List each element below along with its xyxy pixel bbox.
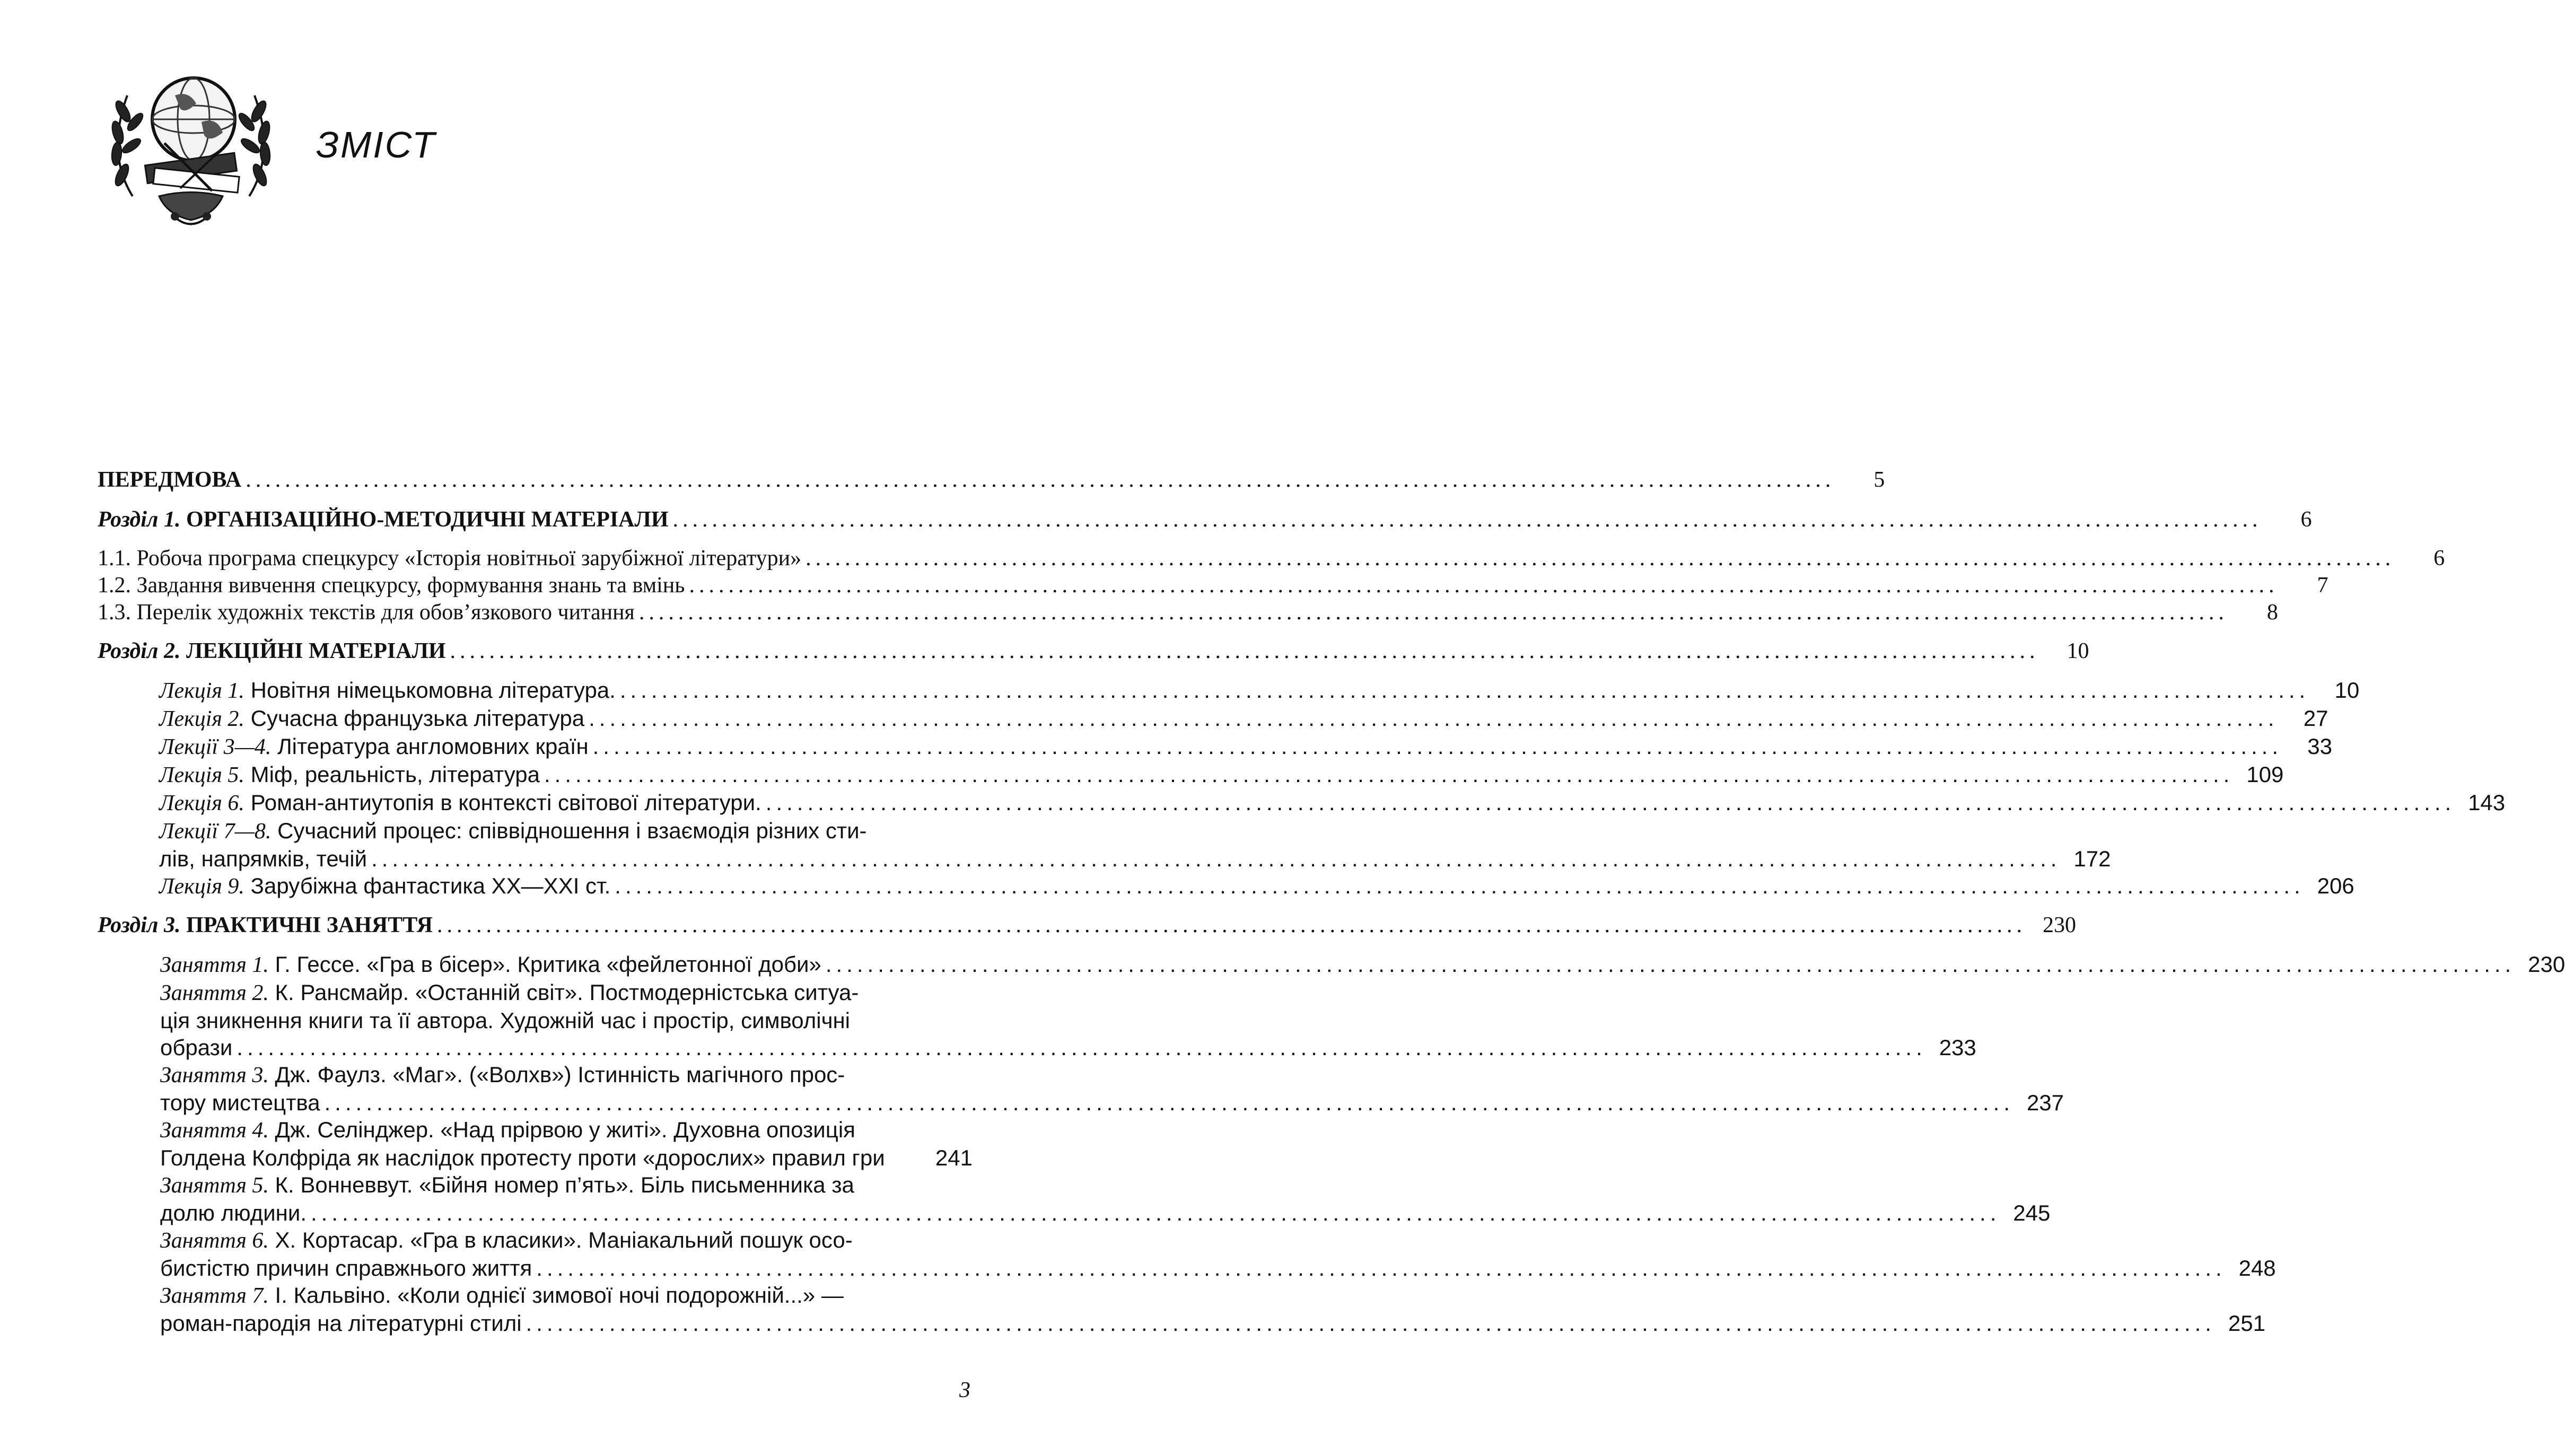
toc-page-number: 143 (2468, 790, 2506, 815)
toc-page-number: 6 (2300, 507, 2312, 532)
toc-item-label: 1.3. Перелік художніх текстів для обов’язкового читання (98, 600, 635, 625)
leader-dots: .................................................................................................................................................................. (246, 468, 1835, 492)
leader-dots: .................................................................................................................................................................. (589, 706, 2279, 731)
toc-page-number: 5 (1874, 468, 1885, 492)
toc-item-1-2[interactable] (98, 572, 2328, 599)
leader-dots: .................................................................................................................................................................. (689, 573, 2279, 598)
class-title-line-1: Дж. Фаулз. «Маг». («Волхв») Істинність магічного прос- (275, 1062, 845, 1087)
toc-page-number: 233 (1939, 1035, 1976, 1060)
toc-page-number: 245 (2013, 1200, 2051, 1225)
toc-page-number: 248 (2238, 1256, 2276, 1280)
toc-page-number: 172 (2073, 846, 2111, 871)
class-title-line-2: тору мистецтва (160, 1090, 320, 1115)
class-prefix: Заняття 2. (160, 981, 269, 1005)
class-title-line-2: роман-пародія на літературні стилі (160, 1311, 522, 1336)
toc-chapter-1[interactable] (98, 506, 2312, 533)
toc-class-6[interactable] (160, 1226, 2276, 1282)
class-title-line-3: образи (160, 1035, 233, 1060)
toc-page-number: 33 (2307, 734, 2333, 759)
class-prefix: Заняття 3. (160, 1063, 269, 1087)
toc-lecture-7-8[interactable] (159, 817, 2111, 872)
toc-lecture-5[interactable] (159, 761, 2284, 789)
chapter-prefix: Розділ 2. (98, 639, 181, 663)
leader-dots: .................................................................................................................................................................. (311, 1200, 2001, 1225)
class-title-line-1: Х. Кортасар. «Гра в класики». Маніакальний пошук осо- (275, 1227, 853, 1252)
toc-page-number: 27 (2303, 706, 2328, 731)
leader-dots: .................................................................................................................................................................. (437, 913, 2026, 937)
leader-dots: .................................................................................................................................................................. (619, 678, 2310, 703)
lecture-title: Сучасна французька література (250, 706, 585, 731)
class-title-line-1: К. Рансмайр. «Останній світ». Постмодерністська ситуа- (275, 980, 859, 1005)
class-title-line-1: К. Вонневвут. «Бійня номер п’ять». Біль письменника за (275, 1172, 854, 1197)
lecture-prefix: Лекція 9. (159, 874, 244, 899)
page-title: ЗМІСТ (316, 124, 436, 165)
leader-dots: .................................................................................................................................................................. (526, 1311, 2216, 1336)
lecture-title: Міф, реальність, література (250, 762, 540, 787)
leader-dots: .................................................................................................................................................................. (825, 952, 2516, 977)
toc-class-7[interactable] (160, 1282, 2265, 1337)
toc-page-number: 237 (2026, 1090, 2064, 1115)
leader-dots: .................................................................................................................................................................. (592, 734, 2283, 759)
lecture-title: Новітня німецькомовна література. (250, 678, 616, 703)
toc-intro-title: ПЕРЕДМОВА (98, 468, 242, 492)
toc-page-number: 230 (2043, 913, 2076, 937)
chapter-title: ЛЕКЦІЙНІ МАТЕРІАЛИ (186, 639, 446, 663)
toc-lecture-3-4[interactable] (159, 733, 2333, 761)
leader-dots: .................................................................................................................................................................. (672, 507, 2262, 532)
class-title-line-2: ція зникнення книги та її автора. Художній час і простір, символічні (160, 1008, 850, 1033)
class-title-line-2: долю людини. (160, 1200, 307, 1225)
lecture-prefix: Лекція 5. (159, 763, 244, 787)
toc-page-number: 251 (2228, 1311, 2265, 1336)
class-prefix: Заняття 7. (160, 1284, 269, 1308)
lecture-title-line-1: Сучасний процес: співвідношення і взаємодія різних сти- (277, 818, 867, 843)
lecture-prefix: Лекції 3—4. (159, 735, 272, 759)
toc-chapter-3[interactable] (98, 912, 2076, 939)
leader-dots: .................................................................................................................................................................. (237, 1035, 1927, 1060)
toc-lecture-1[interactable] (159, 677, 2360, 705)
class-title-line-1: Дж. Селінджер. «Над прірвою у житі». Духовна опозиція (275, 1117, 855, 1142)
toc-page-number: 109 (2246, 762, 2284, 787)
lecture-title: Роман-антиутопія в контексті світової літератури. (250, 790, 761, 815)
leader-dots: .................................................................................................................................................................. (324, 1090, 2015, 1115)
lecture-title: Зарубіжна фантастика XX—XXI ст. (250, 873, 611, 898)
lecture-title: Література англомовних країн (277, 734, 589, 759)
toc-class-5[interactable] (160, 1171, 2051, 1226)
toc-class-3[interactable] (160, 1061, 2064, 1116)
leader-dots: .................................................................................................................................................................. (450, 639, 2039, 663)
toc-class-1[interactable] (160, 951, 2565, 979)
toc-entry-intro[interactable] (98, 467, 1885, 494)
chapter-title: ОРГАНІЗАЦІЙНО-МЕТОДИЧНІ МАТЕРІАЛИ (186, 507, 669, 532)
page-number: 3 (959, 1378, 970, 1402)
leader-dots: .................................................................................................................................................................. (615, 873, 2305, 898)
toc-page-number: 8 (2266, 600, 2278, 625)
leader-dots: .................................................................................................................................................................. (638, 600, 2228, 625)
toc-chapter-2[interactable] (98, 638, 2089, 665)
globe-books-laurel-emblem (95, 64, 286, 233)
chapter-prefix: Розділ 1. (98, 507, 181, 532)
class-title-line-2: Голдена Колфріда як наслідок протесту проти «дорослих» правил гри (160, 1145, 885, 1170)
toc-lecture-2[interactable] (159, 705, 2328, 733)
toc-page-number: 241 (935, 1145, 973, 1170)
lecture-prefix: Лекції 7—8. (159, 819, 272, 844)
toc-page-number: 10 (2334, 678, 2360, 703)
toc-page-number: 206 (2317, 873, 2354, 898)
class-prefix: Заняття 5. (160, 1173, 269, 1198)
class-prefix: Заняття 1. (160, 953, 269, 977)
toc-item-1-1[interactable] (98, 545, 2445, 572)
leader-dots: .................................................................................................................................................................. (544, 762, 2234, 787)
leader-dots: .................................................................................................................................................................. (371, 846, 2061, 871)
class-prefix: Заняття 6. (160, 1229, 269, 1253)
lecture-prefix: Лекція 6. (159, 791, 244, 815)
chapter-prefix: Розділ 3. (98, 913, 181, 937)
toc-lecture-6[interactable] (159, 789, 2506, 817)
class-title-line-1: І. Кальвіно. «Коли однієї зимової ночі подорожній...» — (275, 1283, 844, 1308)
lecture-prefix: Лекція 1. (159, 679, 244, 703)
toc-page-number: 6 (2433, 546, 2445, 571)
chapter-title: ПРАКТИЧНІ ЗАНЯТТЯ (186, 913, 433, 937)
leader-dots: .................................................................................................................................................................. (765, 790, 2456, 815)
leader-dots: .................................................................................................................................................................. (536, 1256, 2226, 1280)
toc-page-number: 230 (2528, 952, 2565, 977)
toc-item-label: 1.1. Робоча програма спецкурсу «Історія новітньої зарубіжної літератури» (98, 546, 802, 571)
table-of-contents (98, 467, 2565, 1337)
toc-class-2[interactable] (160, 979, 1976, 1061)
toc-page-number: 7 (2317, 573, 2328, 598)
toc-item-label: 1.2. Завдання вивчення спецкурсу, формування знань та вмінь (98, 573, 685, 598)
toc-class-4[interactable] (160, 1116, 973, 1171)
toc-lecture-9[interactable] (159, 872, 2354, 900)
class-prefix: Заняття 4. (160, 1118, 269, 1143)
class-title: Г. Гессе. «Гра в бісер». Критика «фейлетонної доби» (275, 952, 821, 977)
lecture-prefix: Лекція 2. (159, 707, 244, 731)
lecture-title-line-2: лів, напрямків, течій (159, 846, 367, 871)
leader-dots: .................................................................................................................................................................. (806, 546, 2395, 571)
toc-page-number: 10 (2067, 639, 2089, 663)
toc-item-1-3[interactable] (98, 599, 2278, 626)
class-title-line-2: бистістю причин справжнього життя (160, 1256, 532, 1280)
